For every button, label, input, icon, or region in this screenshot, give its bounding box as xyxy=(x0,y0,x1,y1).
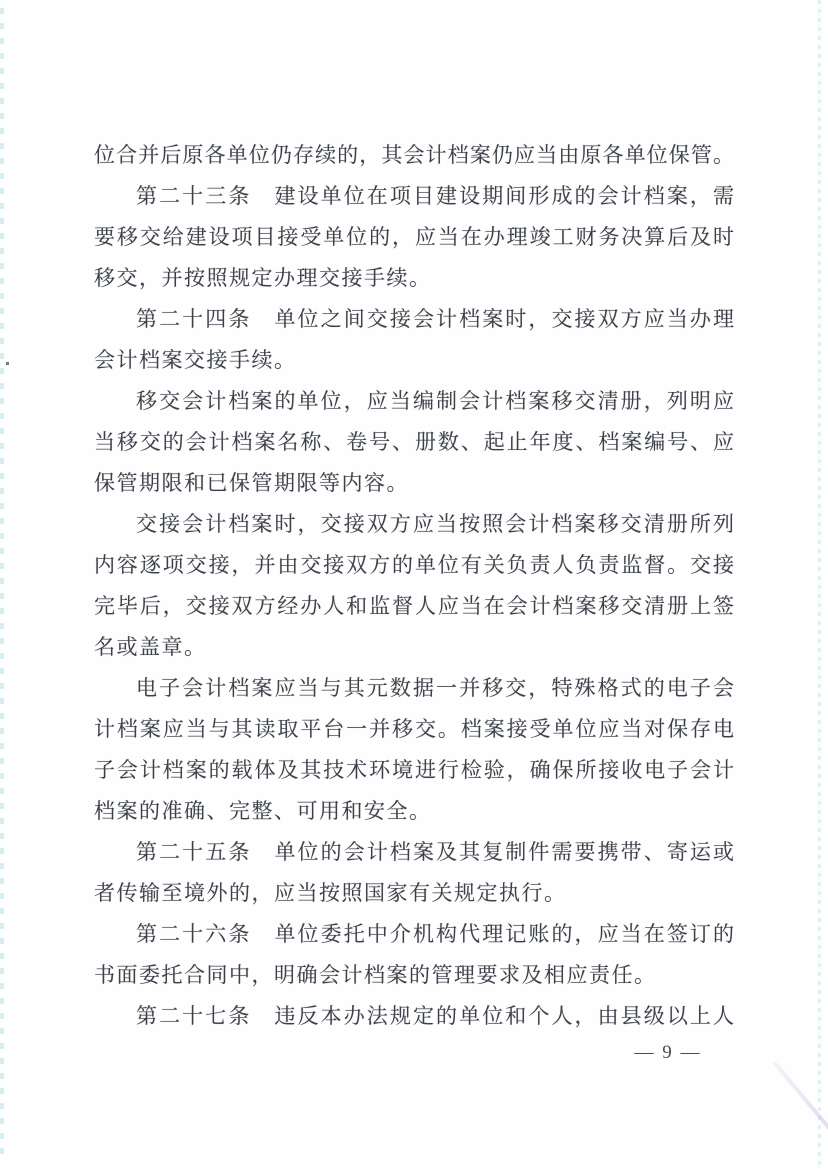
document-body xyxy=(94,135,734,1037)
text-line: 保管期限和已保管期限等内容。 xyxy=(94,471,409,495)
text-line: 者传输至境外的，应当按照国家有关规定执行。 xyxy=(94,881,567,905)
text-line: 电子会计档案应当与其元数据一并移交，特殊格式的电子会 xyxy=(136,676,734,700)
text-line: 当移交的会计档案名称、卷号、册数、起止年度、档案编号、应 xyxy=(94,430,734,454)
text-line: 移交会计档案的单位，应当编制会计档案移交清册，列明应 xyxy=(136,389,734,413)
text-line: 会计档案交接手续。 xyxy=(94,348,297,372)
text-line: 名或盖章。 xyxy=(94,635,207,659)
text-line: 第二十五条 单位的会计档案及其复制件需要携带、寄运或 xyxy=(136,840,734,864)
text-line: 计档案应当与其读取平台一并移交。档案接受单位应当对保存电 xyxy=(94,717,734,741)
text-line: 第二十七条 违反本办法规定的单位和个人，由县级以上人 xyxy=(136,1004,734,1028)
scan-artifact-right-edge xyxy=(818,0,821,1169)
text-line: 第二十三条 建设单位在项目建设期间形成的会计档案，需 xyxy=(136,184,734,208)
text-line: 书面委托合同中，明确会计档案的管理要求及相应责任。 xyxy=(94,963,657,987)
text-line: 第二十四条 单位之间交接会计档案时，交接双方应当办理 xyxy=(136,307,734,331)
text-line: 要移交给建设项目接受单位的，应当在办理竣工财务决算后及时 xyxy=(94,225,734,249)
text-line: 内容逐项交接，并由交接双方的单位有关负责人负责监督。交接 xyxy=(94,553,734,577)
text-line: 位合并后原各单位仍存续的，其会计档案仍应当由原各单位保管。 xyxy=(94,143,734,167)
scan-artifact-left-edge xyxy=(0,8,4,1158)
text-line: 移交，并按照规定办理交接手续。 xyxy=(94,266,432,290)
text-line: 交接会计档案时，交接双方应当按照会计档案移交清册所列 xyxy=(136,512,734,536)
text-line: 子会计档案的载体及其技术环境进行检验，确保所接收电子会计 xyxy=(94,758,734,782)
text-line: 完毕后，交接双方经办人和监督人应当在会计档案移交清册上签 xyxy=(94,594,734,618)
page-number: — 9 — xyxy=(634,1042,702,1063)
scan-artifact-speck xyxy=(6,362,9,365)
text-line: 档案的准确、完整、可用和安全。 xyxy=(94,799,432,823)
text-line: 第二十六条 单位委托中介机构代理记账的，应当在签订的 xyxy=(136,922,734,946)
